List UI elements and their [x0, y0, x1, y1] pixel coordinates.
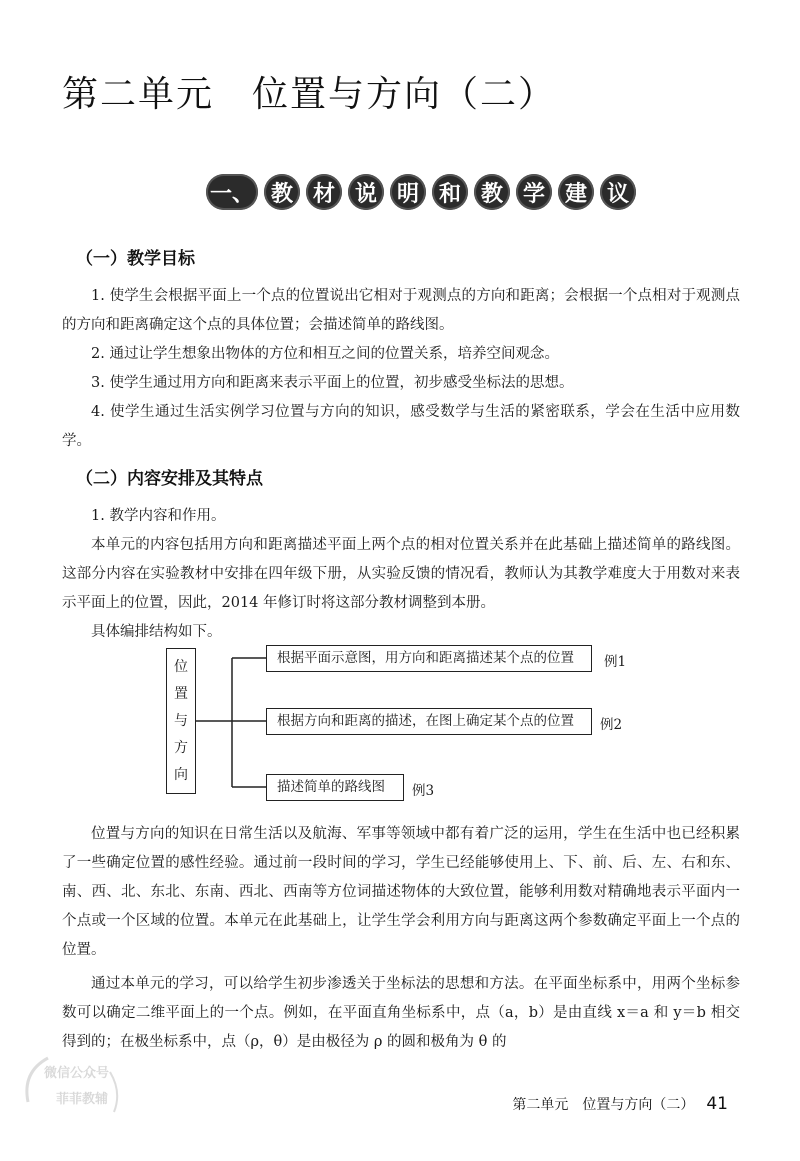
unit-title-number: 第二单元 [62, 74, 215, 115]
unit-title [62, 66, 556, 117]
paragraph-4: 通过本单元的学习，可以给学生初步渗透关于坐标法的思想和方法。在平面坐标系中，用两个坐标参数可以确定二维平面上的一个点。例如，在平面直角坐标系中，点（a，b）是由直线 x＝a 和 y＝b 相交得到的；在极坐标系中，点（ρ，θ）是由极径为 ρ 的圆和极角为 θ 的 [62, 976, 740, 1050]
watermark-line-2: 菲菲教辅 [56, 1092, 109, 1107]
content-paragraph-1: 本单元的内容包括用方向和距离描述平面上两个点的相对位置关系并在此基础上描述简单的路线图。这部分内容在实验教材中安排在四年级下册，从实验反馈的情况看，教师认为其教学难度大于用数对来表示平面上的位置，因此，2014 年修订时将这部分教材调整到本册。 [62, 537, 740, 611]
banner-char: 教 [264, 174, 300, 210]
banner-char: 和 [432, 174, 468, 210]
objective-item-4: 4. 使学生通过生活实例学习位置与方向的知识，感受数学与生活的紧密联系，学会在生活中应用数学。 [62, 404, 740, 449]
banner-char: 议 [600, 174, 636, 210]
objective-item-2: 2. 通过让学生想象出物体的方位和相互之间的位置关系，培养空间观念。 [91, 346, 559, 362]
banner-lead: 一、 [206, 174, 258, 210]
content-sub-1: 1. 教学内容和作用。 [91, 508, 226, 524]
diagram-branch-3: 描述简单的路线图 [266, 774, 404, 801]
banner-char: 教 [474, 174, 510, 210]
banner-char: 材 [306, 174, 342, 210]
banner-char: 建 [558, 174, 594, 210]
section-banner [206, 172, 636, 212]
watermark-line-1: 微信公众号 [44, 1066, 110, 1081]
banner-char: 说 [348, 174, 384, 210]
diagram-root-char: 向 [174, 766, 188, 783]
running-head: 第二单元 位置与方向（二） [512, 1097, 695, 1113]
diagram-root-char: 置 [174, 685, 188, 702]
diagram-branch-1: 根据平面示意图，用方向和距离描述某个点的位置 [266, 645, 592, 672]
content-heading: （二）内容安排及其特点 [76, 469, 263, 489]
banner-char: 明 [390, 174, 426, 210]
page-number: 41 [706, 1094, 728, 1114]
objective-item-1: 1. 使学生会根据平面上一个点的位置说出它相对于观测点的方向和距离；会根据一个点相对于观测点的方向和距离确定这个点的具体位置；会描述简单的路线图。 [62, 288, 740, 333]
diagram-example-3: 例3 [412, 783, 435, 799]
watermark-logo [18, 1052, 126, 1120]
diagram-root-char: 与 [174, 712, 188, 729]
objective-item-3: 3. 使学生通过用方向和距离来表示平面上的位置，初步感受坐标法的思想。 [91, 375, 574, 391]
diagram-example-1: 例1 [604, 654, 627, 670]
page-footer [512, 1094, 728, 1114]
diagram-example-2: 例2 [600, 717, 623, 733]
diagram-root-box [166, 648, 196, 794]
content-paragraph-2: 具体编排结构如下。 [91, 624, 222, 640]
diagram-branch-2: 根据方向和距离的描述，在图上确定某个点的位置 [266, 708, 592, 735]
diagram-root-char: 位 [174, 658, 188, 675]
diagram-root-char: 方 [174, 739, 188, 756]
objectives-heading: （一）教学目标 [76, 249, 195, 269]
unit-title-topic: 位置与方向（二） [252, 74, 557, 115]
paragraph-3: 位置与方向的知识在日常生活以及航海、军事等领域中都有着广泛的运用，学生在生活中也已经积累了一些确定位置的感性经验。通过前一段时间的学习，学生已经能够使用上、下、前、后、左、右和东、南、西、北、东北、东南、西北、西南等方位词描述物体的大致位置，能够利用数对精确地表示平面内一个点或一个区域的位置。本单元在此基础上，让学生学会利用方向与距离这两个参数确定平面上一个点的位置。 [62, 826, 740, 958]
banner-char: 学 [516, 174, 552, 210]
